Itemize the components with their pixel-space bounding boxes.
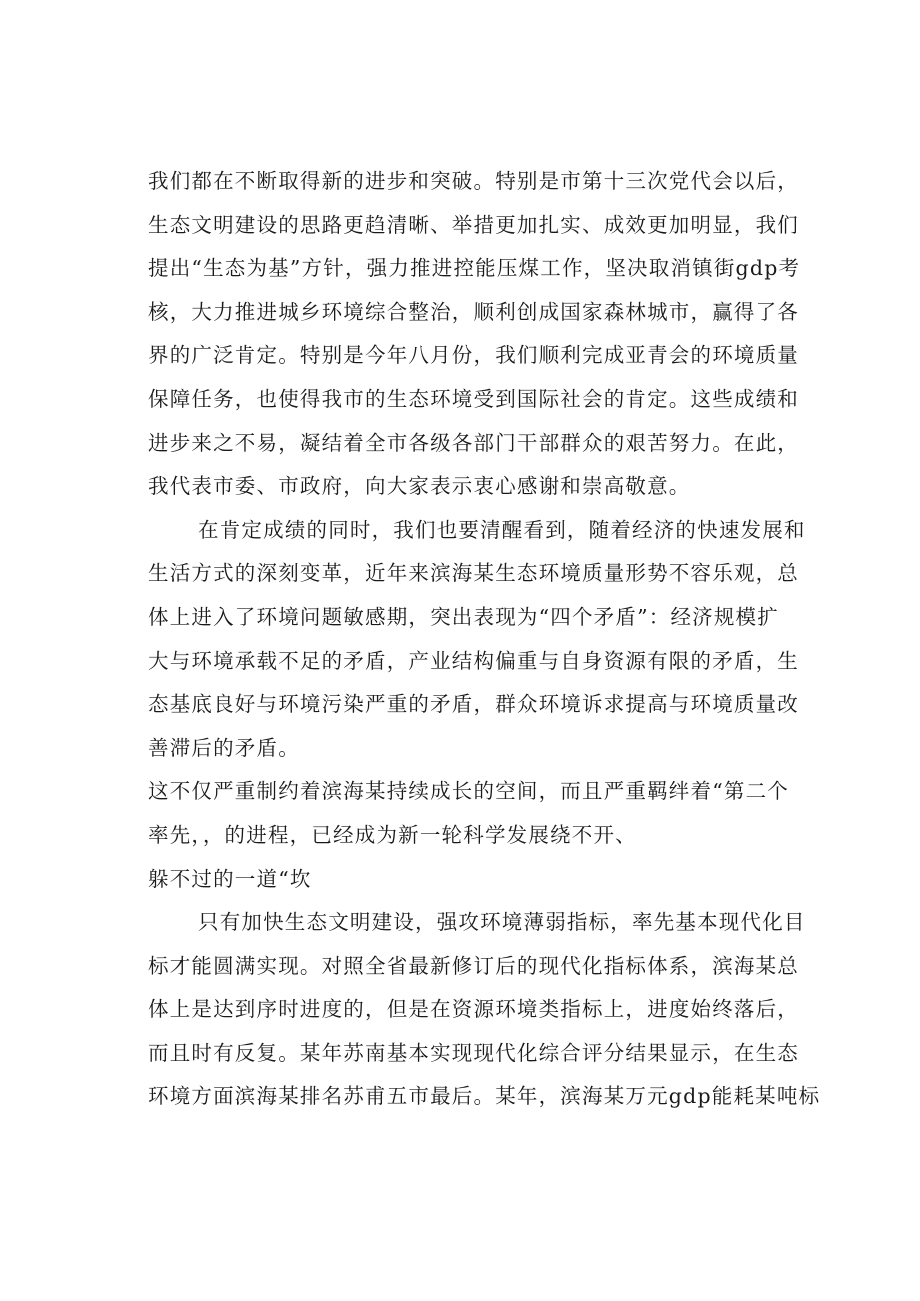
- text-line: 保障任务，也使得我市的生态环境受到国际社会的肯定。这些成绩和: [148, 386, 799, 411]
- text-line: 体上进入了环境问题敏感期，突出表现为“四个矛盾”：经济规模扩: [148, 604, 779, 629]
- text-line: 在肯定成绩的同时，我们也要清醒看到，随着经济的快速发展和: [198, 517, 806, 542]
- text-line: 提出“生态为基”方针，强力推进控能压煤工作，坚决取消镇街gdp考: [148, 256, 801, 281]
- text-line: 体上是达到序时进度的，但是在资源环境类指标上，进度始终落后，: [148, 997, 799, 1022]
- text-line: 我代表市委、市政府，向大家表示衷心感谢和崇高敬意。: [148, 474, 691, 499]
- text-line: 躲不过的一道“坎: [148, 866, 312, 891]
- paragraph-4: [148, 901, 821, 1119]
- text-line: 界的广泛肯定。特别是今年八月份，我们顺利完成亚青会的环境质量: [148, 343, 799, 368]
- text-line: 率先，，的进程，已经成为新一轮科学发展绕不开、: [148, 822, 637, 847]
- text-line: 生态文明建设的思路更趋清晰、举措更加扎实、成效更加明显，我们: [148, 212, 799, 237]
- paragraph-1: [148, 160, 808, 509]
- text-line: 标才能圆满实现。对照全省最新修订后的现代化指标体系，滨海某总: [148, 953, 799, 978]
- text-line: 生活方式的深刻变革，近年来滨海某生态环境质量形势不容乐观，总: [148, 561, 799, 586]
- text-line: 态基底良好与环境污染严重的矛盾，群众环境诉求提高与环境质量改: [148, 692, 799, 717]
- paragraph-2: [148, 509, 808, 771]
- body-text: [148, 160, 821, 1119]
- text-line: 我们都在不断取得新的进步和突破。特别是市第十三次党代会以后，: [148, 169, 799, 193]
- text-line: 环境方面滨海某排名苏甫五市最后。某年，滨海某万元gdp能耗某吨标: [148, 1084, 821, 1109]
- paragraph-3: [148, 770, 808, 901]
- text-line: 大与环境承载不足的矛盾，产业结构偏重与自身资源有限的矛盾，生: [148, 648, 799, 673]
- text-line: 进步来之不易，凝结着全市各级各部门干部群众的艰苦努力。在此，: [148, 430, 799, 455]
- text-line: 善滞后的矛盾。: [148, 735, 300, 760]
- text-line: 而且时有反复。某年苏南基本实现现代化综合评分结果显示，在生态: [148, 1040, 799, 1065]
- text-line: 这不仅严重制约着滨海某持续成长的空间，而且严重羁绊着“第二个: [148, 779, 789, 804]
- text-line: 只有加快生态文明建设，强攻环境薄弱指标，率先基本现代化目: [198, 910, 806, 935]
- text-line: 核，大力推进城乡环境综合整治，顺利创成国家森林城市，赢得了各: [148, 299, 799, 324]
